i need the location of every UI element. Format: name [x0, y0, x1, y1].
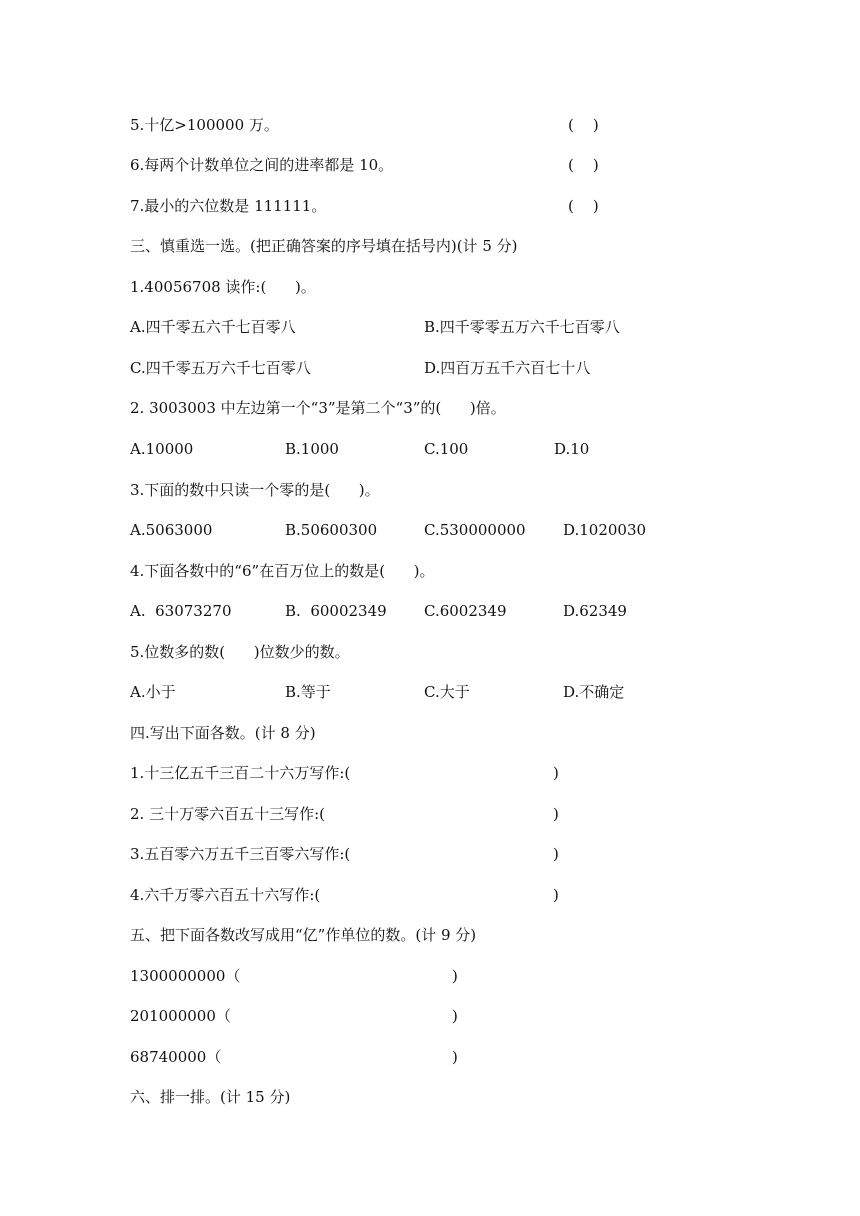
q1-option-d: D.四百万五千六百七十八 [424, 359, 591, 377]
section-4-title: 四.写出下面各数。(计 8 分) [130, 724, 316, 742]
judge-question-7: 7.最小的六位数是 111111。 [130, 197, 327, 215]
q3-option-d: D.1020030 [563, 521, 647, 539]
q4-option-b: B. 60002349 [285, 602, 387, 620]
write-question-2: 2. 三十万零六百五十三写作:( [130, 805, 325, 823]
q5-option-a: A.小于 [130, 683, 176, 701]
choice-question-1: 1.40056708 读作:( )。 [130, 278, 316, 296]
answer-blank-close[interactable]: ) [553, 845, 559, 863]
q4-option-d: D.62349 [563, 602, 627, 620]
rewrite-question-2: 201000000（ [130, 1007, 231, 1025]
choice-question-3: 3.下面的数中只读一个零的是( )。 [130, 481, 380, 499]
q5-option-d: D.不确定 [563, 683, 625, 701]
section-3-title: 三、慎重选一选。(把正确答案的序号填在括号内)(计 5 分) [130, 237, 518, 255]
q5-option-b: B.等于 [285, 683, 331, 701]
write-question-1: 1.十三亿五千三百二十六万写作:( [130, 764, 351, 782]
answer-blank[interactable]: ( ) [568, 197, 599, 215]
answer-blank-close[interactable]: ) [553, 805, 559, 823]
q4-option-a: A. 63073270 [130, 602, 232, 620]
rewrite-question-1: 1300000000（ [130, 967, 241, 985]
q3-option-c: C.530000000 [424, 521, 526, 539]
rewrite-question-3: 68740000（ [130, 1048, 222, 1066]
q1-option-a: A.四千零五六千七百零八 [130, 318, 296, 336]
answer-blank-close[interactable]: ) [553, 764, 559, 782]
q5-option-c: C.大于 [424, 683, 470, 701]
q3-option-b: B.50600300 [285, 521, 378, 539]
section-5-title: 五、把下面各数改写成用“亿”作单位的数。(计 9 分) [130, 926, 477, 944]
section-6-title: 六、排一排。(计 15 分) [130, 1088, 291, 1106]
judge-question-5: 5.十亿>100000 万。 [130, 116, 279, 134]
choice-question-5: 5.位数多的数( )位数少的数。 [130, 643, 350, 661]
q2-option-c: C.100 [424, 440, 469, 458]
q2-option-a: A.10000 [130, 440, 194, 458]
q3-option-a: A.5063000 [130, 521, 213, 539]
q1-option-c: C.四千零五万六千七百零八 [130, 359, 311, 377]
q4-option-c: C.6002349 [424, 602, 507, 620]
q2-option-d: D.10 [554, 440, 590, 458]
judge-question-6: 6.每两个计数单位之间的进率都是 10。 [130, 156, 394, 174]
answer-blank[interactable]: ( ) [568, 116, 599, 134]
write-question-4: 4.六千万零六百五十六写作:( [130, 886, 321, 904]
answer-blank-close[interactable]: ) [452, 1048, 458, 1066]
write-question-3: 3.五百零六万五千三百零六写作:( [130, 845, 351, 863]
answer-blank-close[interactable]: ) [452, 1007, 458, 1025]
choice-question-2: 2. 3003003 中左边第一个“3”是第二个“3”的( )倍。 [130, 399, 506, 417]
choice-question-4: 4.下面各数中的“6”在百万位上的数是( )。 [130, 562, 435, 580]
q1-option-b: B.四千零零五万六千七百零八 [424, 318, 620, 336]
answer-blank[interactable]: ( ) [568, 156, 599, 174]
answer-blank-close[interactable]: ) [553, 886, 559, 904]
q2-option-b: B.1000 [285, 440, 339, 458]
answer-blank-close[interactable]: ) [452, 967, 458, 985]
